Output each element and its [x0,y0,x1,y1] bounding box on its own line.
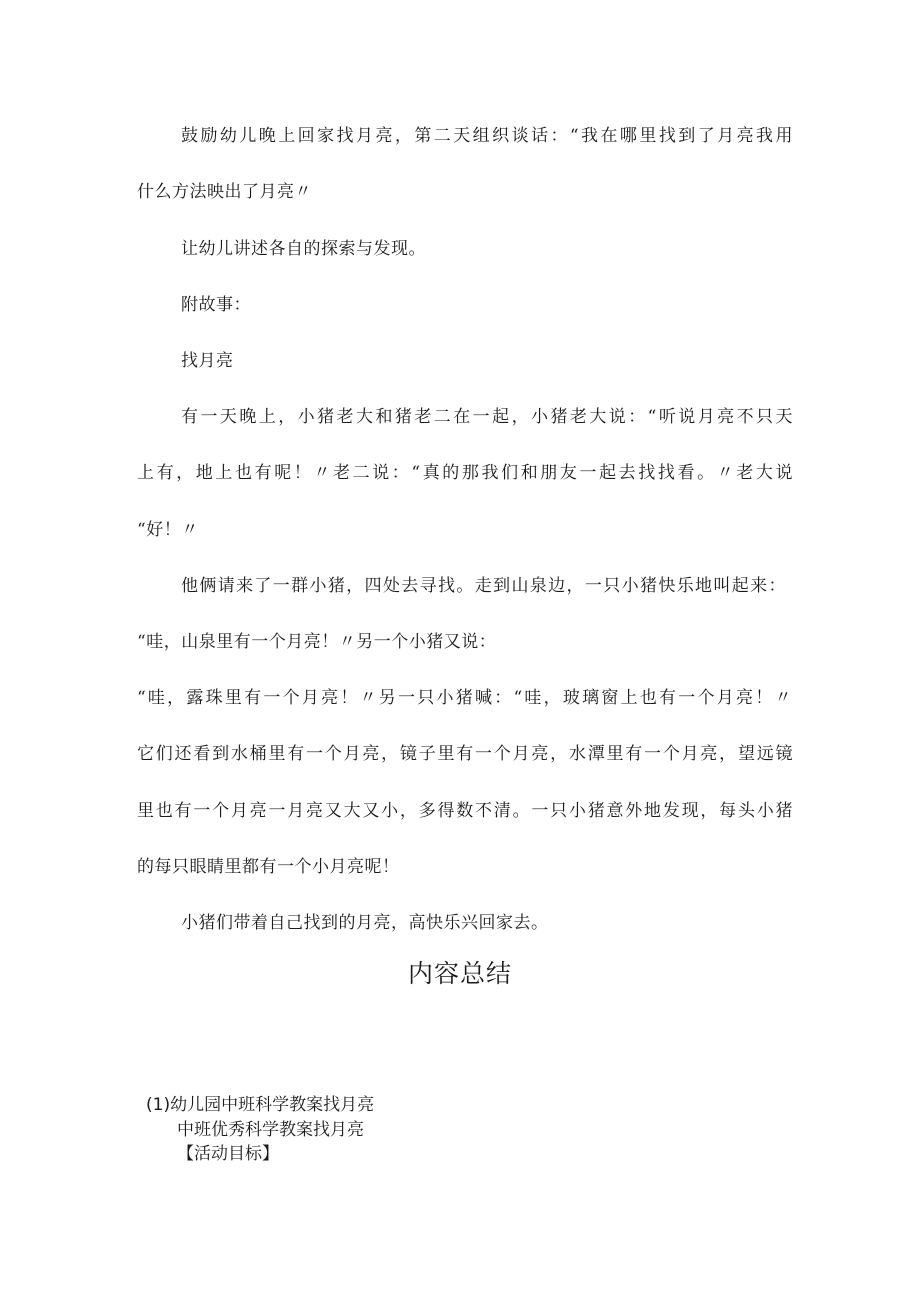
summary-heading: 内容总结 [407,959,512,988]
paragraph-line: 里也有一个月亮一月亮又大又小，多得数不清。一只小猪意外地发现，每头小猪 [137,801,793,821]
paragraph-line: “好！〃 [137,520,199,540]
story-title: 找月亮 [181,351,234,371]
paragraph-line: “哇，露珠里有一个月亮！〃另一只小猪喊：“哇，玻璃窗上也有一个月亮！〃 [137,688,792,708]
summary-item: (1)幼儿园中班科学教案找月亮 [146,1095,375,1115]
paragraph-line: 让幼儿讲述各自的探索与发现。 [181,239,426,259]
paragraph-line: 有一天晚上，小猪老大和猪老二在一起，小猪老大说：“听说月亮不只天 [181,407,793,427]
paragraph-line: 上有，地上也有呢！〃老二说：“真的那我们和朋友一起去找找看。〃老大说 [137,463,793,483]
paragraph-line: 鼓励幼儿晚上回家找月亮，第二天组织谈话：“我在哪里找到了月亮我用 [181,126,793,146]
paragraph-line: 他俩请来了一群小猪，四处去寻找。走到山泉边，一只小猪快乐地叫起来： [181,576,786,596]
paragraph-line: 什么方法映出了月亮〃 [137,182,312,202]
paragraph-line: 它们还看到水桶里有一个月亮，镜子里有一个月亮，水潭里有一个月亮，望远镜 [137,744,793,764]
summary-item: 【活动目标】 [177,1144,279,1164]
summary-item: 中班优秀科学教案找月亮 [177,1120,364,1140]
paragraph-line: 小猪们带着自己找到的月亮，高快乐兴回家去。 [181,913,549,933]
paragraph-line: “哇，山泉里有一个月亮！〃另一个小猪又说： [137,632,497,652]
paragraph-line: 的每只眼睛里都有一个小月亮呢！ [137,857,400,877]
paragraph-line: 附故事： [181,295,251,315]
